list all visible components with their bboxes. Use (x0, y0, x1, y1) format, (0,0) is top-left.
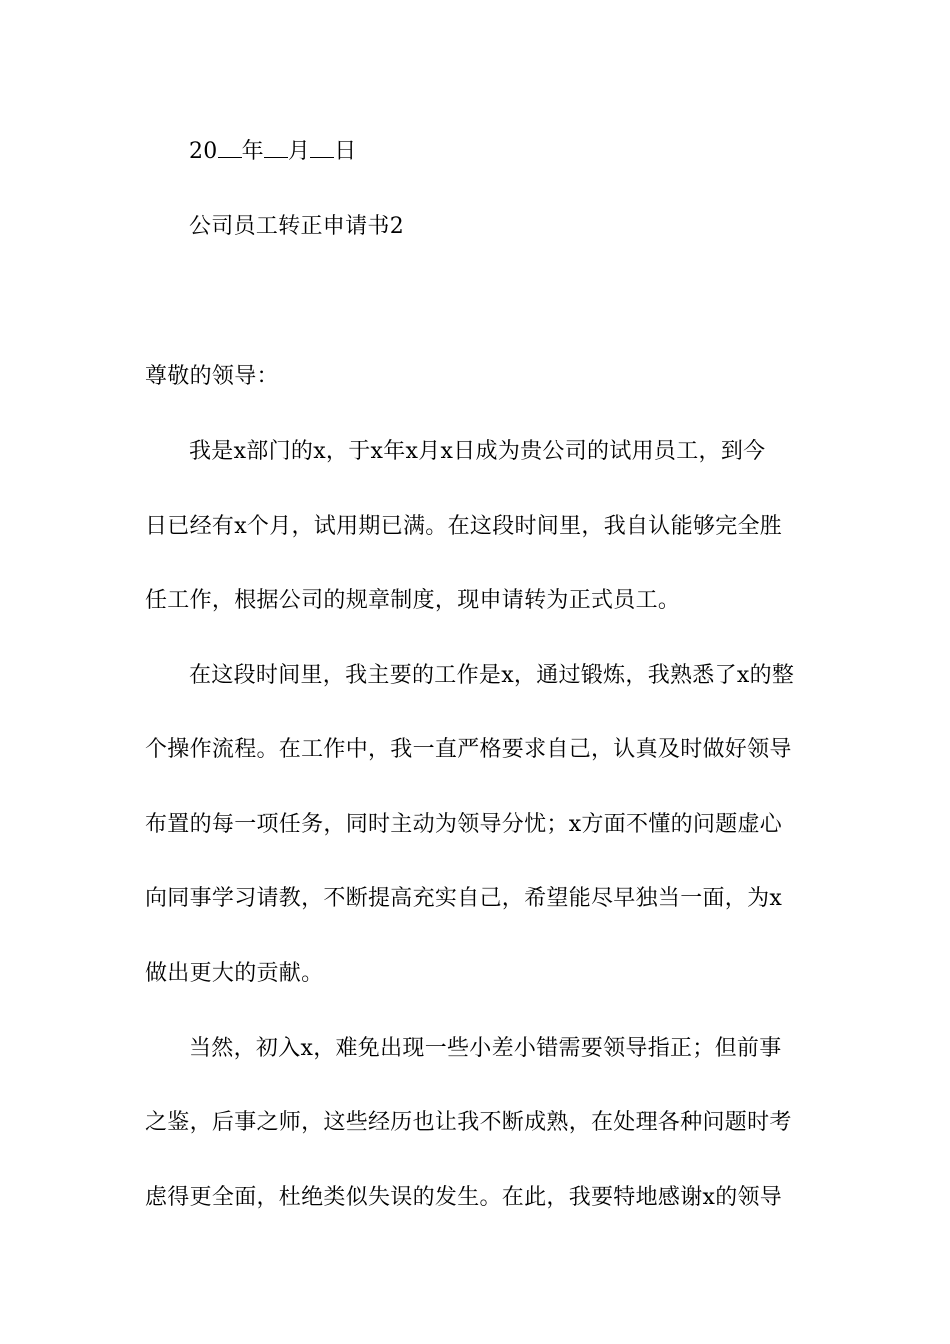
body-line: 布置的每一项任务，同时主动为领导分忧；x方面不懂的问题虚心 (145, 812, 783, 837)
document-title: 公司员工转正申请书2 (189, 214, 404, 239)
body-line: 虑得更全面，杜绝类似失误的发生。在此，我要特地感谢x的领导 (145, 1185, 783, 1210)
body-line: 当然，初入x，难免出现一些小差小错需要领导指正；但前事 (189, 1036, 782, 1061)
body-line: 日已经有x个月，试用期已满。在这段时间里，我自认能够完全胜 (145, 514, 783, 539)
body-line: 做出更大的贡献。 (145, 961, 324, 986)
month-blank (264, 139, 288, 158)
body-line: 个操作流程。在工作中，我一直严格要求自己，认真及时做好领导 (145, 737, 792, 762)
date-line (189, 137, 815, 167)
date-year-prefix: 20 (189, 139, 218, 164)
body-line: 之鉴，后事之师，这些经历也让我不断成熟，在处理各种问题时考 (145, 1110, 792, 1135)
date-day-label: 日 (334, 139, 357, 164)
date-year-label: 年 (241, 139, 264, 164)
salutation: 尊敬的领导： (145, 364, 279, 389)
day-blank (310, 139, 334, 158)
body-line: 向同事学习请教，不断提高充实自己，希望能尽早独当一面，为x (145, 886, 783, 911)
body-line: 任工作，根据公司的规章制度，现申请转为正式员工。 (145, 588, 681, 613)
year-blank (218, 139, 242, 158)
body-line: 我是x部门的x，于x年x月x日成为贵公司的试用员工，到今 (189, 439, 766, 464)
body-line: 在这段时间里，我主要的工作是x，通过锻炼，我熟悉了x的整 (189, 663, 795, 688)
date-month-label: 月 (287, 139, 311, 164)
